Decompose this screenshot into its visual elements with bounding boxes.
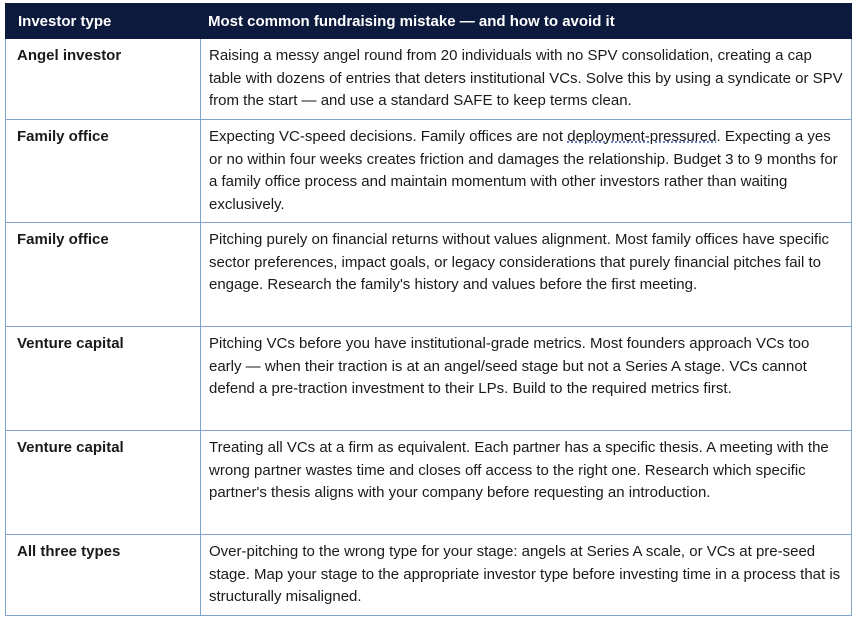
investor-type-cell: Family office xyxy=(6,120,201,223)
mistake-text-start: Expecting VC-speed decisions. Family offices are not xyxy=(209,128,568,145)
investor-type-cell: Family office xyxy=(6,223,201,327)
mistake-text-end: . Expecting a yes or no within four weeks creates friction and damages the relationship. Budget 3 to 9 months for a family office process and maintain momentum with other investors rather than waiting exclusively. xyxy=(209,128,838,213)
mistake-cell xyxy=(201,120,852,223)
mistake-cell: Pitching purely on financial returns without values alignment. Most family offices have specific sector preferences, impact goals, or legacy considerations that purely financial pitches fail to engage. Research the family's history and values before the first meeting. xyxy=(201,223,852,327)
table-row xyxy=(6,431,852,535)
mistake-cell: Raising a messy angel round from 20 individuals with no SPV consolidation, creating a cap table with dozens of entries that deters institutional VCs. Solve this by using a syndicate or SPV from the start — and use a standard SAFE to keep terms clean. xyxy=(201,39,852,120)
table-header-row xyxy=(6,4,852,39)
table-row xyxy=(6,327,852,431)
investor-type-cell: Venture capital xyxy=(6,327,201,431)
investor-type-cell: Venture capital xyxy=(6,431,201,535)
table-row xyxy=(6,39,852,120)
table-row xyxy=(6,223,852,327)
flagged-word: deployment-pressured xyxy=(567,128,717,145)
mistake-cell: Pitching VCs before you have institutional-grade metrics. Most founders approach VCs too early — when their traction is at an angel/seed stage but not a Series A stage. VCs cannot defend a pre-traction investment to their LPs. Build to the required metrics first. xyxy=(201,327,852,431)
mistake-cell: Treating all VCs at a firm as equivalent. Each partner has a specific thesis. A meeting with the wrong partner wastes time and closes off access to the right one. Research which specific partner's thesis aligns with your company before requesting an introduction. xyxy=(201,431,852,535)
investor-mistakes-table xyxy=(5,3,852,616)
header-mistake: Most common fundraising mistake — and how to avoid it xyxy=(201,4,852,39)
mistake-cell: Over-pitching to the wrong type for your stage: angels at Series A scale, or VCs at pre-seed stage. Map your stage to the appropriate investor type before investing time in a process that is structurally misaligned. xyxy=(201,535,852,616)
investor-type-cell: All three types xyxy=(6,535,201,616)
table-row xyxy=(6,535,852,616)
investor-type-cell: Angel investor xyxy=(6,39,201,120)
header-investor-type: Investor type xyxy=(6,4,201,39)
table-row xyxy=(6,120,852,223)
